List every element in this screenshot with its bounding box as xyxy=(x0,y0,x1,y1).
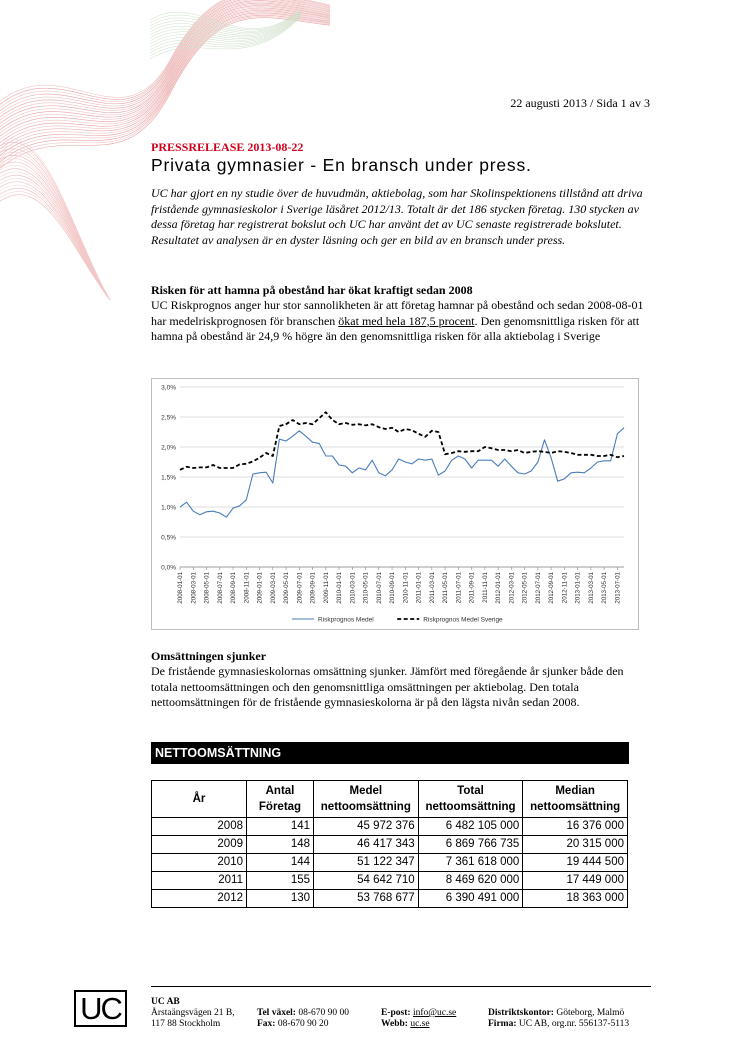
x-tick-label: 2009-03-01 xyxy=(269,572,277,604)
x-tick-label: 2008-05-01 xyxy=(203,572,211,604)
x-tick-label: 2011-05-01 xyxy=(442,572,450,604)
decor-wave-line xyxy=(0,152,110,300)
table-row: 2009 148 46 417 343 6 869 766 735 20 315 000 xyxy=(152,836,628,854)
table-row: 2008 141 45 972 376 6 482 105 000 16 376 000 xyxy=(152,818,628,836)
x-tick-label: 2012-03-01 xyxy=(508,572,516,604)
risk-text-part-b: . Den genomsnittliga risken för att hamna på obestånd är 24,9 % högre än den genomsnittliga risken för alla aktiebolag i Sverige xyxy=(151,313,640,343)
table-row: 2012 130 53 768 677 6 390 491 000 18 363 000 xyxy=(152,890,628,908)
risk-increase-underlined: ökat med hela 187,5 procent xyxy=(338,313,475,328)
footer-divider xyxy=(151,986,651,987)
page-title: Privata gymnasier - En bransch under press. xyxy=(151,155,532,175)
date-page-indicator: 22 augusti 2013 / Sida 1 av 3 xyxy=(510,96,650,110)
press-release-label: PRESSRELEASE 2013-08-22 xyxy=(151,140,304,154)
section-revenue-text: De fristående gymnasieskolornas omsättning sjunker. Jämfört med föregående år sjunker både den totala nettoomsättningen och den genomsnittliga omsättningen per aktiebolag. Den totala nettoomsättningen för de fristående gymnasieskolorna är på den lägsta nivån sedan 2008. xyxy=(151,664,624,709)
x-tick-label: 2010-01-01 xyxy=(336,572,344,604)
x-tick-label: 2010-05-01 xyxy=(362,572,370,604)
x-tick-label: 2011-01-01 xyxy=(415,572,423,604)
decor-wave-line xyxy=(0,0,330,129)
decor-wave-line xyxy=(0,175,110,300)
section-risk-text xyxy=(151,298,651,345)
table-row: 2011 155 54 642 710 8 469 620 000 17 449 000 xyxy=(152,872,628,890)
col-header-year: År xyxy=(152,781,247,818)
footer-phone: Tel växel: 08-670 90 00 Fax: 08-670 90 20 xyxy=(257,1008,350,1029)
x-tick-label: 2008-07-01 xyxy=(216,572,224,604)
footer-offices: Distriktskontor: Göteborg, Malmö Firma: UC AB, org.nr. 556137-5113 xyxy=(488,1008,630,1029)
section-revenue-heading: Omsättningen sjunker xyxy=(151,649,267,663)
x-tick-label: 2012-01-01 xyxy=(495,572,503,604)
col-header-mean: Medel nettoomsättning xyxy=(314,781,419,818)
x-tick-label: 2013-03-01 xyxy=(587,572,595,604)
x-tick-label: 2013-07-01 xyxy=(614,572,622,604)
uc-logo: UC xyxy=(74,990,127,1027)
series-line-riskprognos-medel xyxy=(180,428,624,517)
decor-wave-line xyxy=(0,1,330,133)
x-tick-label: 2008-11-01 xyxy=(243,572,251,604)
revenue-table-title: NETTOOMSÄTTNING xyxy=(151,742,629,764)
y-tick-label: 0,5% xyxy=(161,534,176,542)
x-tick-label: 2011-07-01 xyxy=(455,572,463,604)
x-tick-label: 2009-07-01 xyxy=(296,572,304,604)
intro-paragraph: UC har gjort en ny studie över de huvudmän, aktiebolag, som har Skolinspektionens tillstånd att driva fristående gymnasieskolor i Sverige läsåret 2012/13. Totalt är det 186 stycken företag. 130 stycken av dessa företag har registrerat bokslut och UC har använt det av UC senaste registrerade bokslutet. Resultatet av analysen är en dyster läsning och ger en bild av en bransch under press. xyxy=(151,186,643,247)
x-tick-label: 2008-01-01 xyxy=(177,572,184,604)
y-tick-label: 0,0% xyxy=(161,564,176,572)
y-tick-label: 2,5% xyxy=(161,414,176,422)
x-tick-label: 2010-07-01 xyxy=(375,572,383,604)
risk-line-chart xyxy=(152,379,638,629)
x-tick-label: 2009-09-01 xyxy=(309,572,317,604)
x-tick-label: 2008-03-01 xyxy=(190,572,198,604)
risk-chart-frame xyxy=(151,378,639,630)
decor-wave-line xyxy=(0,155,110,300)
web-link[interactable]: uc.se xyxy=(410,1019,430,1029)
x-tick-label: 2013-05-01 xyxy=(601,572,609,604)
x-tick-label: 2009-11-01 xyxy=(322,572,330,604)
decor-wave-line xyxy=(0,185,110,300)
decor-wave-line xyxy=(0,0,330,120)
decor-wave-line xyxy=(0,165,110,300)
y-tick-label: 2,0% xyxy=(161,444,176,452)
col-header-median: Median nettoomsättning xyxy=(530,785,621,813)
footer-company: UC AB Årstaängsvägen 21 B, 117 88 Stockholm xyxy=(151,997,235,1029)
col-header-count: Antal Företag xyxy=(247,781,314,818)
x-tick-label: 2010-09-01 xyxy=(389,572,397,604)
y-tick-label: 1,5% xyxy=(161,474,176,482)
x-tick-label: 2010-11-01 xyxy=(402,572,410,604)
x-tick-label: 2008-09-01 xyxy=(230,572,238,604)
section-risk-heading: Risken för att hamna på obestånd har ökat kraftigt sedan 2008 xyxy=(151,283,473,297)
x-tick-label: 2012-11-01 xyxy=(561,572,569,604)
x-tick-label: 2013-01-01 xyxy=(574,572,582,604)
legend-label: Riskprognos Medel xyxy=(318,616,374,624)
x-tick-label: 2009-01-01 xyxy=(256,572,264,604)
revenue-table xyxy=(151,780,628,908)
legend-label: Riskprognos Medel Sverige xyxy=(423,616,503,624)
x-tick-label: 2011-11-01 xyxy=(481,572,489,603)
decor-wave-line xyxy=(0,159,110,300)
series-line-riskprognos-medel-sverige xyxy=(180,412,624,470)
x-tick-label: 2011-03-01 xyxy=(428,572,436,604)
x-tick-label: 2009-05-01 xyxy=(283,572,291,604)
x-tick-label: 2012-05-01 xyxy=(521,572,529,604)
x-tick-label: 2011-09-01 xyxy=(468,572,476,604)
email-link[interactable]: info@uc.se xyxy=(412,1008,457,1018)
y-tick-label: 1,0% xyxy=(161,504,176,512)
y-tick-label: 3,0% xyxy=(161,384,176,392)
x-tick-label: 2012-07-01 xyxy=(534,572,542,604)
table-row: 2010 144 51 122 347 7 361 618 000 19 444 500 xyxy=(152,854,628,872)
risk-text-part-a: UC Riskprognos anger hur stor sannolikheten är att företag hamnar på obestånd och sedan 2008-08-01 har medelriskprognosen för branschen xyxy=(151,298,644,328)
decor-wave-line xyxy=(0,149,110,300)
x-tick-label: 2010-03-01 xyxy=(349,572,357,604)
decor-wave-line xyxy=(0,195,110,300)
footer-contact: E-post: info@uc.se Webb: uc.se xyxy=(381,1008,457,1029)
x-tick-label: 2012-09-01 xyxy=(548,572,556,604)
col-header-total: Total nettoomsättning xyxy=(418,781,523,818)
